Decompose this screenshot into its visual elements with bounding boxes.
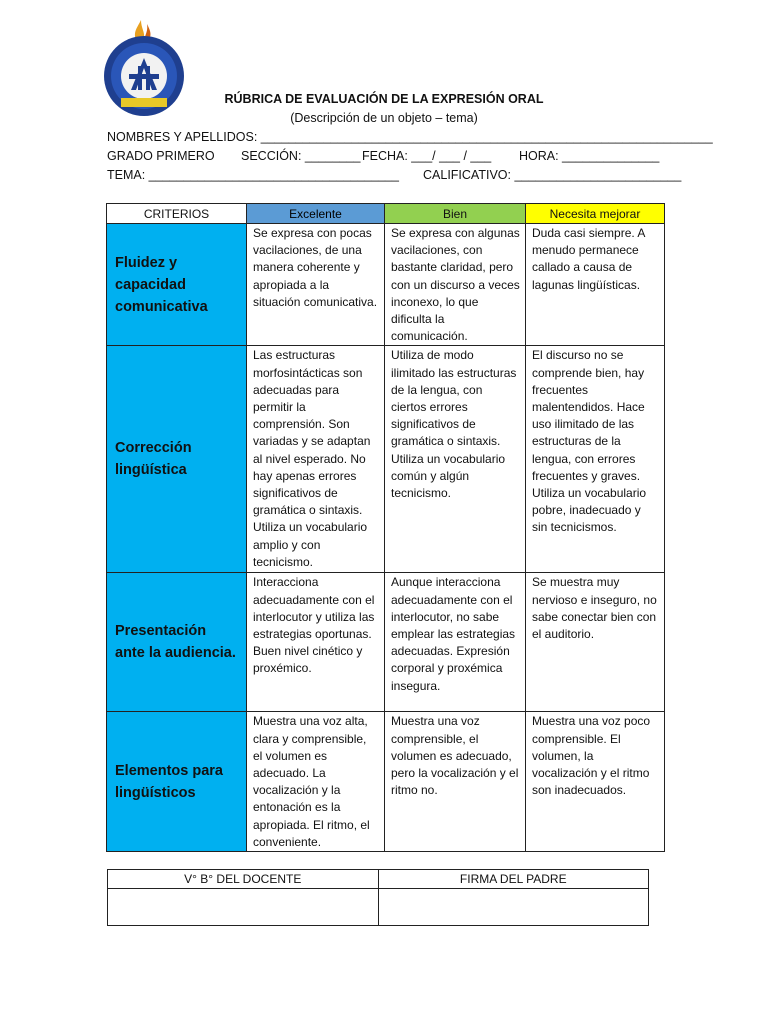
criterion-fluidez: Fluidez y capacidad comunicativa [107, 224, 247, 346]
docente-signature-box[interactable] [108, 889, 379, 926]
cell-necesita-mejorar: Se muestra muy nervioso e inseguro, no sabe conectar bien con el auditorio. [526, 573, 665, 712]
rubric-header-row [107, 204, 665, 224]
header-excelente: Excelente [247, 204, 385, 224]
criterion-correccion: Corrección lingüística [107, 346, 247, 573]
signature-box-row [108, 889, 649, 926]
fecha-field[interactable]: FECHA: ___/ ___ / ___ [362, 149, 492, 163]
table-row [107, 224, 665, 346]
table-row [107, 346, 665, 573]
cell-necesita-mejorar: Duda casi siempre. A menudo permanece callado a causa de lagunas lingüísticas. [526, 224, 665, 346]
nombres-field[interactable]: NOMBRES Y APELLIDOS: _________________________________________________________________ [107, 130, 713, 144]
seccion-field[interactable]: SECCIÓN: ________ [241, 149, 361, 163]
cell-excelente: Muestra una voz alta, clara y comprensible, el volumen es adecuado. La vocalización y la entonación es la apropiada. El ritmo, el conveniente. [247, 712, 385, 852]
document-subtitle: (Descripción de un objeto – tema) [290, 111, 478, 125]
cell-necesita-mejorar: Muestra una voz poco comprensible. El volumen, la vocalización y el ritmo son inadecuados. [526, 712, 665, 852]
table-row [107, 573, 665, 712]
cell-necesita-mejorar: El discurso no se comprende bien, hay frecuentes malentendidos. Hace uso ilimitado de las estructuras de la lengua, con errores frecuentes y graves. Utiliza un vocabulario pobre, inadecuado y sin tecnicismos. [526, 346, 665, 573]
cell-bien: Se expresa con algunas vacilaciones, con bastante claridad, pero con un discurso a veces inconexo, lo que dificulta la comunicación. [385, 224, 526, 346]
tema-field[interactable]: TEMA: ____________________________________ [107, 168, 399, 182]
signature-table [107, 869, 649, 926]
criterion-presentacion: Presentación ante la audiencia. [107, 573, 247, 712]
signature-header-row [108, 870, 649, 889]
cell-excelente: Se expresa con pocas vacilaciones, de una manera coherente y apropiada a la situación comunicativa. [247, 224, 385, 346]
cell-excelente: Las estructuras morfosintácticas son adecuadas para permitir la comprensión. Son variadas y se adaptan al nivel esperado. No hay apenas errores significativos de gramática o sintaxis. Utiliza un vocabulario amplio y con tecnicismo. [247, 346, 385, 573]
criterion-elementos: Elementos para lingüísticos [107, 712, 247, 852]
rubric-table [106, 203, 665, 852]
cell-bien: Aunque interacciona adecuadamente con el interlocutor, no sabe emplear las estrategias adecuadas. Expresión corporal y proxémica insegura. [385, 573, 526, 712]
table-row [107, 712, 665, 852]
grado-label: GRADO PRIMERO [107, 149, 215, 163]
padre-signature-box[interactable] [378, 889, 649, 926]
header-criterios: CRITERIOS [107, 204, 247, 224]
header-bien: Bien [385, 204, 526, 224]
padre-label: FIRMA DEL PADRE [378, 870, 649, 889]
calificativo-field[interactable]: CALIFICATIVO: ________________________ [423, 168, 682, 182]
header-necesita-mejorar: Necesita mejorar [526, 204, 665, 224]
cell-bien: Muestra una voz comprensible, el volumen es adecuado, pero la vocalización y el ritmo no. [385, 712, 526, 852]
cell-bien: Utiliza de modo ilimitado las estructuras de la lengua, con ciertos errores significativos de gramática o sintaxis. Utiliza un vocabulario común y algún tecnicismo. [385, 346, 526, 573]
cell-excelente: Interacciona adecuadamente con el interlocutor y utiliza las estrategias oportunas. Buen nivel cinético y proxémico. [247, 573, 385, 712]
document-title: RÚBRICA DE EVALUACIÓN DE LA EXPRESIÓN ORAL [224, 92, 544, 106]
docente-label: V° B° DEL DOCENTE [108, 870, 379, 889]
hora-field[interactable]: HORA: ______________ [519, 149, 660, 163]
